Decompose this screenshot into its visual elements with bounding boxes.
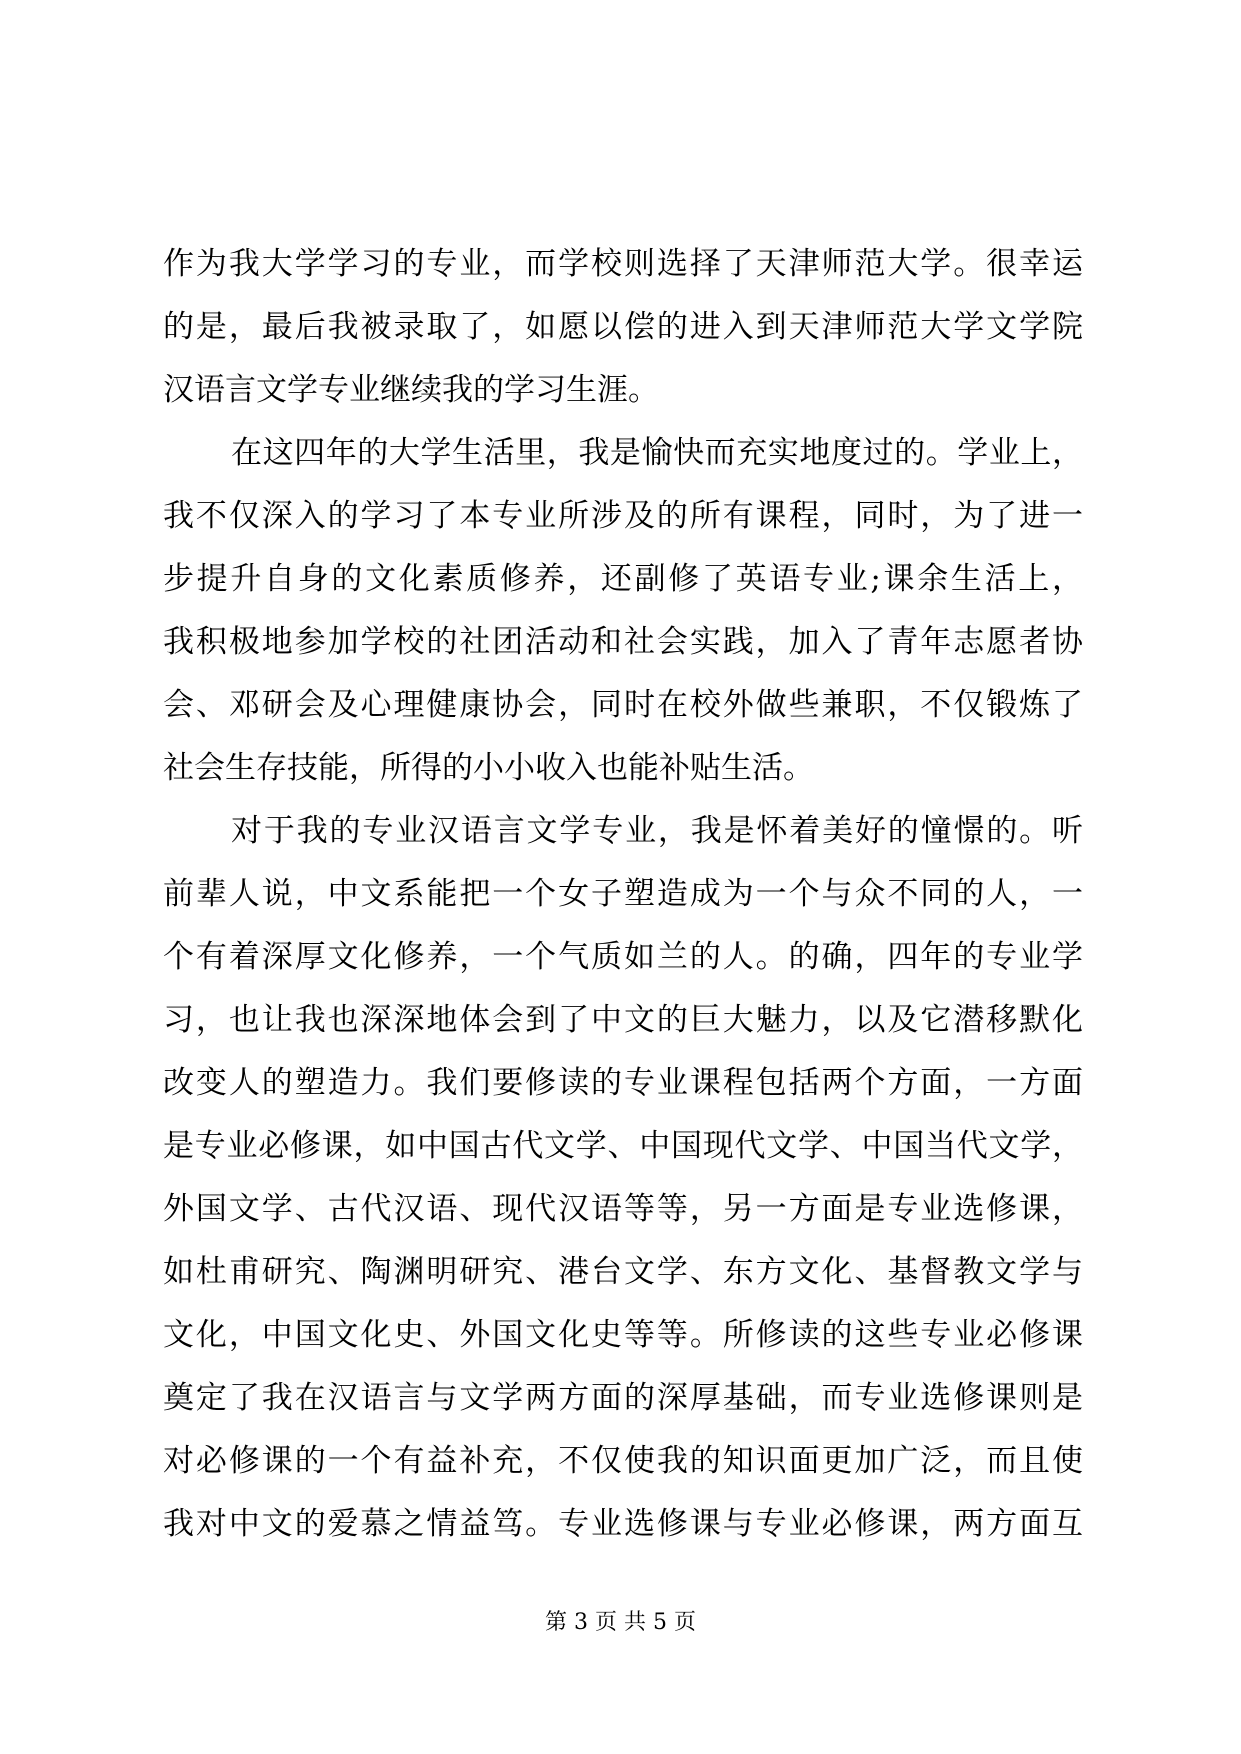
- body-text-line: 文化，中国文化史、外国文化史等等。所修读的这些专业必修课: [163, 1317, 1083, 1353]
- body-text-line: 在这四年的大学生活里，我是愉快而充实地度过的。学业上，: [231, 435, 1083, 471]
- page-number-footer: 第 3 页 共 5 页: [545, 1610, 696, 1635]
- body-text-line: 对于我的专业汉语言文学专业，我是怀着美好的憧憬的。听: [231, 813, 1083, 849]
- body-text-line: 外国文学、古代汉语、现代汉语等等，另一方面是专业选修课，: [163, 1191, 1083, 1227]
- body-text-line: 奠定了我在汉语言与文学两方面的深厚基础，而专业选修课则是: [163, 1380, 1083, 1416]
- body-text-line: 对必修课的一个有益补充，不仅使我的知识面更加广泛，而且使: [163, 1443, 1083, 1479]
- body-text-line: 如杜甫研究、陶渊明研究、港台文学、东方文化、基督教文学与: [163, 1254, 1083, 1290]
- body-text-line: 习，也让我也深深地体会到了中文的巨大魅力，以及它潜移默化: [163, 1002, 1083, 1038]
- body-text-line: 步提升自身的文化素质修养，还副修了英语专业;课余生活上，: [163, 561, 1083, 597]
- body-text-line: 前辈人说，中文系能把一个女子塑造成为一个与众不同的人，一: [163, 876, 1083, 912]
- body-text-line: 我积极地参加学校的社团活动和社会实践，加入了青年志愿者协: [163, 624, 1083, 660]
- body-text-line: 改变人的塑造力。我们要修读的专业课程包括两个方面，一方面: [163, 1065, 1083, 1101]
- body-text-line: 我对中文的爱慕之情益笃。专业选修课与专业必修课，两方面互: [163, 1506, 1083, 1542]
- body-text-line: 的是，最后我被录取了，如愿以偿的进入到天津师范大学文学院: [163, 309, 1083, 345]
- body-text-line: 汉语言文学专业继续我的学习生涯。: [163, 372, 659, 408]
- body-text-line: 作为我大学学习的专业，而学校则选择了天津师范大学。很幸运: [163, 246, 1083, 282]
- body-text-line: 是专业必修课，如中国古代文学、中国现代文学、中国当代文学，: [163, 1128, 1083, 1164]
- body-text-line: 个有着深厚文化修养，一个气质如兰的人。的确，四年的专业学: [163, 939, 1083, 975]
- body-text-line: 社会生存技能，所得的小小收入也能补贴生活。: [163, 750, 814, 786]
- body-text-line: 我不仅深入的学习了本专业所涉及的所有课程，同时，为了进一: [163, 498, 1083, 534]
- body-text-line: 会、邓研会及心理健康协会，同时在校外做些兼职，不仅锻炼了: [163, 687, 1083, 723]
